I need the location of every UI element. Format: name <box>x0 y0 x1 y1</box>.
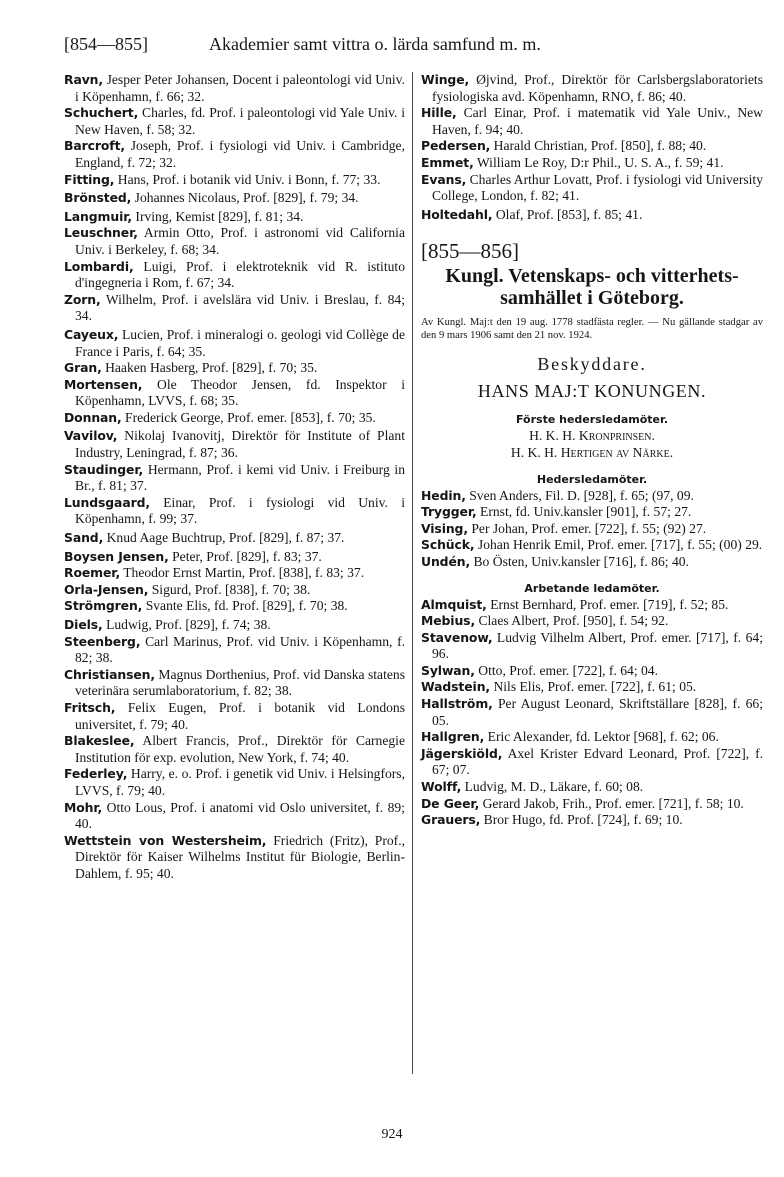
list-item <box>64 617 405 634</box>
list-item <box>421 696 763 729</box>
entry-name: Vavilov, <box>64 428 118 444</box>
page-range: [854—855] <box>64 34 148 54</box>
entry-text: Charles Arthur Lovatt, Prof. i fysiologi vid University College, London, f. 82; 41. <box>432 171 763 204</box>
list-item <box>421 597 763 614</box>
entry-name: Mohr, <box>64 799 103 815</box>
list-item <box>64 172 405 189</box>
list-item <box>64 800 405 833</box>
list-item <box>421 138 763 155</box>
entry-text: Axel Krister Edvard Leonard, Prof. [722], f. 67; 07. <box>432 745 763 778</box>
list-item <box>421 155 763 172</box>
entry-text: Luigi, Prof. i elektroteknik vid R. istituto d'ingegneria i Rom, f. 67; 34. <box>75 258 405 291</box>
list-item <box>64 598 405 615</box>
list-item <box>64 700 405 733</box>
list-item <box>421 504 763 521</box>
entry-name: Undén, <box>421 553 471 569</box>
right-column <box>421 72 763 829</box>
patron-heading: Beskyddare. <box>537 354 647 375</box>
section-title: Kungl. Vetenskaps- och vitterhets-samhället i Göteborg. <box>445 265 739 310</box>
list-item <box>421 521 763 538</box>
entry-name: Wadstein, <box>421 679 491 695</box>
list-item <box>64 138 405 171</box>
list-item <box>421 72 763 105</box>
honorary-heading: Hedersledamöter. <box>536 472 648 486</box>
list-item <box>64 360 405 377</box>
entry-text: Irving, Kemist [829], f. 81; 34. <box>132 208 304 224</box>
entry-text: Friedrich (Fritz), Prof., Direktör för Kaiser Wilhelms Institut für Biologie, Berlin-Dahlem, f. 95; 40. <box>75 832 406 881</box>
entry-text: Harry, e. o. Prof. i genetik vid Univ. i Helsingfors, LVVS, f. 79; 40. <box>75 766 405 798</box>
entry-name: Vising, <box>421 520 468 536</box>
entry-name: Steenberg, <box>64 633 141 649</box>
entry-text: Claes Albert, Prof. [950], f. 54; 92. <box>475 613 669 629</box>
entry-text: Sven Anders, Fil. D. [928], f. 65; (97, 09. <box>465 487 694 503</box>
entry-name: Barcroft, <box>64 138 126 154</box>
entry-text: Johan Henrik Emil, Prof. emer. [717], f. 55; (00) 29. <box>474 537 763 553</box>
entry-text: Haaken Hasberg, Prof. [829], f. 70; 35. <box>101 360 318 376</box>
working-list <box>421 597 763 829</box>
list-item <box>64 327 405 360</box>
list-item <box>64 530 405 547</box>
entry-text: Frederick George, Prof. emer. [853], f. 70; 35. <box>121 409 376 425</box>
entry-text: Carl Marinus, Prof. vid Univ. i Köpenhamn, f. 82; 38. <box>75 633 405 666</box>
entry-text: Sigurd, Prof. [838], f. 70; 38. <box>148 581 311 597</box>
list-item <box>421 554 763 571</box>
first-honorary-member: H. K. H. Hertigen av Närke. <box>510 444 674 460</box>
entry-name: Donnan, <box>64 409 122 425</box>
page-number: 924 <box>381 1127 403 1142</box>
entry-text: Ludwig, Prof. [829], f. 74; 38. <box>102 617 271 632</box>
entry-text: Einar, Prof. i fysiologi vid Univ. i Köpenhamn, f. 99; 37. <box>75 494 405 527</box>
entry-name: Hallgren, <box>421 729 485 745</box>
entry-text: Carl Einar, Prof. i matematik vid Yale Univ., New Haven, f. 94; 40. <box>432 105 763 137</box>
entry-name: Stavenow, <box>421 629 493 645</box>
list-item <box>64 72 405 105</box>
entry-text: Ole Theodor Jensen, fd. Inspektor i Köpenhamn, LVVS, f. 68; 35. <box>75 376 405 409</box>
list-item <box>421 779 763 796</box>
list-item <box>421 679 763 696</box>
entry-name: Langmuir, <box>64 208 133 224</box>
entry-text: Eric Alexander, fd. Lektor [968], f. 62; 06. <box>484 729 719 745</box>
entry-text: Bror Hugo, fd. Prof. [724], f. 69; 10. <box>480 812 683 828</box>
entry-text: Felix Eugen, Prof. i botanik vid Londons universitet, f. 79; 40. <box>75 699 405 732</box>
entry-text: Ernst Bernhard, Prof. emer. [719], f. 52; 85. <box>486 596 729 612</box>
running-header <box>64 32 754 56</box>
entry-name: Wettstein von Westersheim, <box>64 832 267 848</box>
entry-name: Orla-Jensen, <box>64 581 149 597</box>
entry-text: Jesper Peter Johansen, Docent i paleontologi vid Univ. i Köpenhamn, f. 66; 32. <box>75 72 405 104</box>
section-note: Av Kungl. Maj:t den 19 aug. 1778 stadfästa regler. — Nu gällande stadgar av den 9 mars 1906 samt den 21 nov. 1924. <box>421 317 763 341</box>
list-item <box>64 582 405 599</box>
entry-text: Per August Leonard, Skriftställare [828], f. 66; 05. <box>432 696 763 728</box>
entry-text: Theodor Ernst Martin, Prof. [838], f. 83; 37. <box>120 565 365 581</box>
list-item <box>64 766 405 799</box>
entry-text: Knud Aage Buchtrup, Prof. [829], f. 87; 37. <box>103 530 345 546</box>
entry-name: Hedin, <box>421 487 466 503</box>
list-item <box>64 225 405 258</box>
left-column <box>64 72 405 883</box>
entry-name: Brönsted, <box>64 190 132 206</box>
entry-name: Strömgren, <box>64 598 143 614</box>
entry-text: Armin Otto, Prof. i astronomi vid California Univ. i Berkeley, f. 68; 34. <box>75 225 405 257</box>
entry-name: Staudinger, <box>64 461 144 477</box>
entry-text: Svante Elis, fd. Prof. [829], f. 70; 38. <box>142 598 348 614</box>
list-item <box>64 565 405 582</box>
list-item <box>421 663 763 680</box>
entry-name: Christiansen, <box>64 666 156 682</box>
entry-name: Mortensen, <box>64 376 143 392</box>
list-item <box>64 209 405 226</box>
entry-text: Per Johan, Prof. emer. [722], f. 55; (92) 27. <box>467 520 707 536</box>
entry-name: Fritsch, <box>64 699 116 715</box>
list-item <box>64 549 405 566</box>
list-item <box>421 537 763 554</box>
entry-text: Olaf, Prof. [853], f. 85; 41. <box>492 206 643 222</box>
entry-name: Sand, <box>64 530 104 546</box>
column-divider <box>412 72 413 1074</box>
entry-text: Øjvind, Prof., Direktör för Carlsbergslaboratoriets fysiologiska avd. Köpenhamn, RNO, f. 86; 40. <box>432 72 763 104</box>
entry-name: Jägerskiöld, <box>421 745 503 761</box>
list-item <box>64 259 405 292</box>
list-item <box>421 207 763 224</box>
entry-text: Charles, fd. Prof. i paleontologi vid Yale Univ. i New Haven, f. 58; 32. <box>75 105 405 137</box>
entry-text: Ludvig Vilhelm Albert, Prof. emer. [717], f. 64; 96. <box>432 629 763 662</box>
entry-name: Hallström, <box>421 696 493 712</box>
list-item <box>64 428 405 461</box>
entry-name: Roemer, <box>64 565 121 581</box>
list-item <box>421 613 763 630</box>
entry-text: Lucien, Prof. i mineralogi o. geologi vid Collège de France i Paris, f. 64; 35. <box>75 326 405 359</box>
entry-text: William Le Roy, D:r Phil., U. S. A., f. 59; 41. <box>473 154 724 170</box>
list-item <box>421 812 763 829</box>
entry-name: Boysen Jensen, <box>64 548 169 564</box>
list-item <box>421 488 763 505</box>
entry-name: Zorn, <box>64 291 101 307</box>
list-item <box>421 796 763 813</box>
entry-name: Cayeux, <box>64 326 119 342</box>
entry-name: Pedersen, <box>421 138 491 154</box>
entry-text: Wilhelm, Prof. i avelslära vid Univ. i Breslau, f. 84; 34. <box>75 291 405 324</box>
entry-text: Harald Christian, Prof. [850], f. 88; 40. <box>490 138 707 154</box>
list-item <box>64 377 405 410</box>
list-item <box>64 733 405 766</box>
entry-name: Evans, <box>421 171 467 187</box>
list-item <box>421 746 763 779</box>
entry-name: Almquist, <box>421 596 487 612</box>
entry-name: Wolff, <box>421 779 462 795</box>
entry-text: Bo Östen, Univ.kansler [716], f. 86; 40. <box>470 553 689 569</box>
list-item <box>64 667 405 700</box>
entry-name: Trygger, <box>421 504 477 520</box>
list-item <box>64 190 405 207</box>
first-honorary-heading: Förste hedersledamöter. <box>515 413 669 427</box>
entry-name: Mebius, <box>421 613 476 629</box>
entry-name: De Geer, <box>421 795 480 811</box>
entry-text: Albert Francis, Prof., Direktör för Carnegie Institution för exp. evolution, New York, f. 74; 40. <box>75 733 405 765</box>
entry-text: Johannes Nicolaus, Prof. [829], f. 79; 34. <box>131 190 359 206</box>
entry-name: Sylwan, <box>421 662 475 678</box>
section-number: [855—856] <box>421 239 519 264</box>
first-honorary-member: H. K. H. Kronprinsen. <box>529 428 655 444</box>
list-item <box>64 462 405 495</box>
entry-text: Hermann, Prof. i kemi vid Univ. i Freiburg in Br., f. 81; 37. <box>75 461 405 494</box>
entry-text: Ernst, fd. Univ.kansler [901], f. 57; 27. <box>476 504 692 520</box>
entry-text: Nils Elis, Prof. emer. [722], f. 61; 05. <box>490 679 697 695</box>
entry-text: Nikolaj Ivanovitj, Direktör för Institute of Plant Industry, Leningrad, f. 87; 36. <box>75 428 405 461</box>
entry-text: Magnus Dorthenius, Prof. vid Danska statens veterinära serumlaboratorium, f. 82; 38. <box>75 666 405 699</box>
entry-text: Ludvig, M. D., Läkare, f. 60; 08. <box>461 779 644 795</box>
right-column-entries <box>421 72 763 223</box>
entry-text: Otto, Prof. emer. [722], f. 64; 04. <box>474 662 659 678</box>
list-item <box>421 630 763 663</box>
list-item <box>64 292 405 325</box>
entry-name: Winge, <box>421 72 470 87</box>
entry-text: Otto Lous, Prof. i anatomi vid Oslo universitet, f. 89; 40. <box>75 799 405 832</box>
entry-name: Diels, <box>64 617 103 632</box>
entry-name: Holtedahl, <box>421 206 493 222</box>
entry-text: Hans, Prof. i botanik vid Univ. i Bonn, f. 77; 33. <box>114 171 381 187</box>
list-item <box>64 410 405 427</box>
honorary-list <box>421 488 763 571</box>
working-heading: Arbetande ledamöter. <box>524 581 660 595</box>
entry-name: Gran, <box>64 360 102 376</box>
entry-name: Ravn, <box>64 72 104 87</box>
entry-name: Fitting, <box>64 171 115 187</box>
list-item <box>421 172 763 205</box>
entry-name: Schuchert, <box>64 105 139 121</box>
entry-name: Federley, <box>64 766 128 782</box>
entry-name: Blakeslee, <box>64 733 135 749</box>
list-item <box>64 105 405 138</box>
patron-name: HANS MAJ:T KONUNGEN. <box>477 381 707 402</box>
list-item <box>64 495 405 528</box>
entry-name: Schück, <box>421 537 475 553</box>
running-title: Akademier samt vittra o. lärda samfund m. m. <box>209 34 541 54</box>
entry-name: Lombardi, <box>64 258 134 274</box>
entry-text: Joseph, Prof. i fysiologi vid Univ. i Cambridge, England, f. 72; 32. <box>75 138 405 170</box>
entry-name: Lundsgaard, <box>64 494 150 510</box>
list-item <box>64 833 405 883</box>
list-item <box>421 729 763 746</box>
entry-text: Peter, Prof. [829], f. 83; 37. <box>168 548 322 564</box>
list-item <box>421 105 763 138</box>
entry-text: Gerard Jakob, Frih., Prof. emer. [721], f. 58; 10. <box>479 795 744 811</box>
entry-name: Emmet, <box>421 154 474 170</box>
entry-name: Grauers, <box>421 812 481 828</box>
entry-name: Leuschner, <box>64 225 138 241</box>
list-item <box>64 634 405 667</box>
entry-name: Hille, <box>421 105 457 121</box>
